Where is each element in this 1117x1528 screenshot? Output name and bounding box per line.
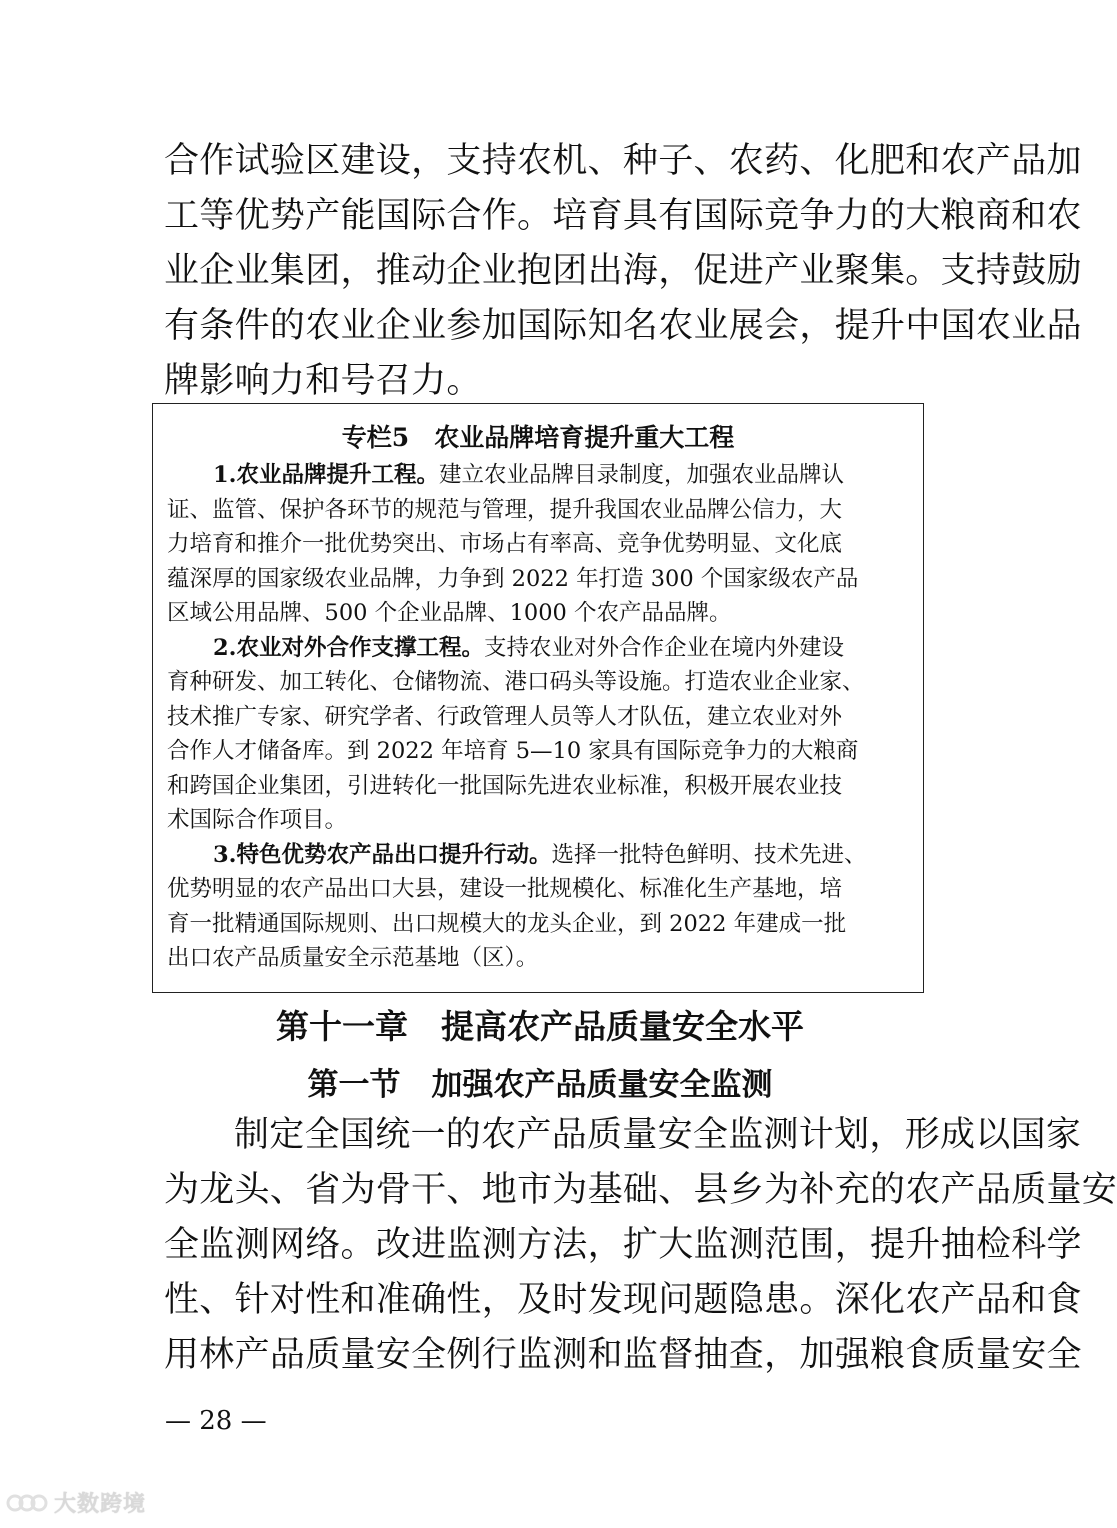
section-paragraph	[164, 1108, 1117, 1383]
box-item-line: 区域公用品牌、500 个企业品牌、1000 个农产品品牌。	[167, 600, 732, 626]
intro-paragraph	[164, 134, 1082, 409]
box-item-line: 蕴深厚的国家级农业品牌，力争到 2022 年打造 300 个国家级农产品	[167, 565, 859, 592]
box-item-line: 术国际合作项目。	[167, 807, 348, 833]
intro-line: 牌影响力和号召力。	[164, 361, 482, 401]
box-item-1-first-line: 1.农业品牌提升工程。建立农业品牌目录制度，加强农业品牌认	[213, 462, 845, 488]
watermark-text: 大数跨境	[54, 1491, 147, 1517]
box-item-2-first-line: 2.农业对外合作支撑工程。支持农业对外合作企业在境内外建设	[213, 634, 845, 661]
box-item-line: 优势明显的农产品出口大县，建设一批规模化、标准化生产基地，培	[167, 876, 843, 902]
section-title: 第一节 加强农产品质量安全监测	[307, 1067, 773, 1103]
box-item-3-first-line: 3.特色优势农产品出口提升行动。选择一批特色鲜明、技术先进、	[213, 841, 867, 868]
box-item-line: 出口农产品质量安全示范基地（区）。	[167, 945, 539, 971]
box-item-line: 育一批精通国际规则、出口规模大的龙头企业，到 2022 年建成一批	[167, 910, 847, 937]
section-line: 制定全国统一的农产品质量安全监测计划，形成以国家	[234, 1115, 1082, 1155]
intro-line: 业企业集团，推动企业抱团出海，促进产业聚集。支持鼓励	[164, 251, 1082, 291]
box-item-line: 育种研发、加工转化、仓储物流、港口码头等设施。打造农业企业家、	[167, 669, 865, 695]
brand-logo-icon	[6, 1487, 48, 1517]
section-line: 为龙头、省为骨干、地市为基础、县乡为补充的农产品质量安	[164, 1170, 1117, 1210]
box-item-line: 合作人才储备库。到 2022 年培育 5—10 家具有国际竞争力的大粮商	[167, 738, 859, 764]
box-item-line: 技术推广专家、研究学者、行政管理人员等人才队伍，建立农业对外	[167, 703, 843, 730]
box-item-line: 力培育和推介一批优势突出、市场占有率高、竞争优势明显、文化底	[167, 531, 843, 557]
box-item-heading: 1.农业品牌提升工程。	[213, 462, 439, 488]
section-line: 性、针对性和准确性，及时发现问题隐患。深化农产品和食	[164, 1280, 1082, 1320]
section-line: 全监测网络。改进监测方法，扩大监测范围，提升抽检科学	[164, 1225, 1082, 1265]
chapter-title: 第十一章 提高农产品质量安全水平	[276, 1007, 804, 1046]
page-number: — 28 —	[165, 1406, 267, 1436]
watermark	[6, 1482, 146, 1522]
box-item-line: 和跨国企业集团，引进转化一批国际先进农业标准，积极开展农业技	[167, 772, 843, 799]
box-item-line: 证、监管、保护各环节的规范与管理，提升我国农业品牌公信力，大	[167, 496, 843, 523]
sidebar-box-column5	[152, 403, 924, 993]
intro-line: 合作试验区建设，支持农机、种子、农药、化肥和农产品加	[164, 141, 1082, 181]
box-item-heading: 2.农业对外合作支撑工程。	[213, 634, 484, 661]
intro-line: 工等优势产能国际合作。培育具有国际竞争力的大粮商和农	[164, 196, 1082, 236]
box-item-heading: 3.特色优势农产品出口提升行动。	[213, 841, 552, 868]
box-title: 专栏5 农业品牌培育提升重大工程	[341, 423, 735, 452]
intro-line: 有条件的农业企业参加国际知名农业展会，提升中国农业品	[164, 306, 1082, 346]
section-line: 用林产品质量安全例行监测和监督抽查，加强粮食质量安全	[164, 1335, 1082, 1375]
